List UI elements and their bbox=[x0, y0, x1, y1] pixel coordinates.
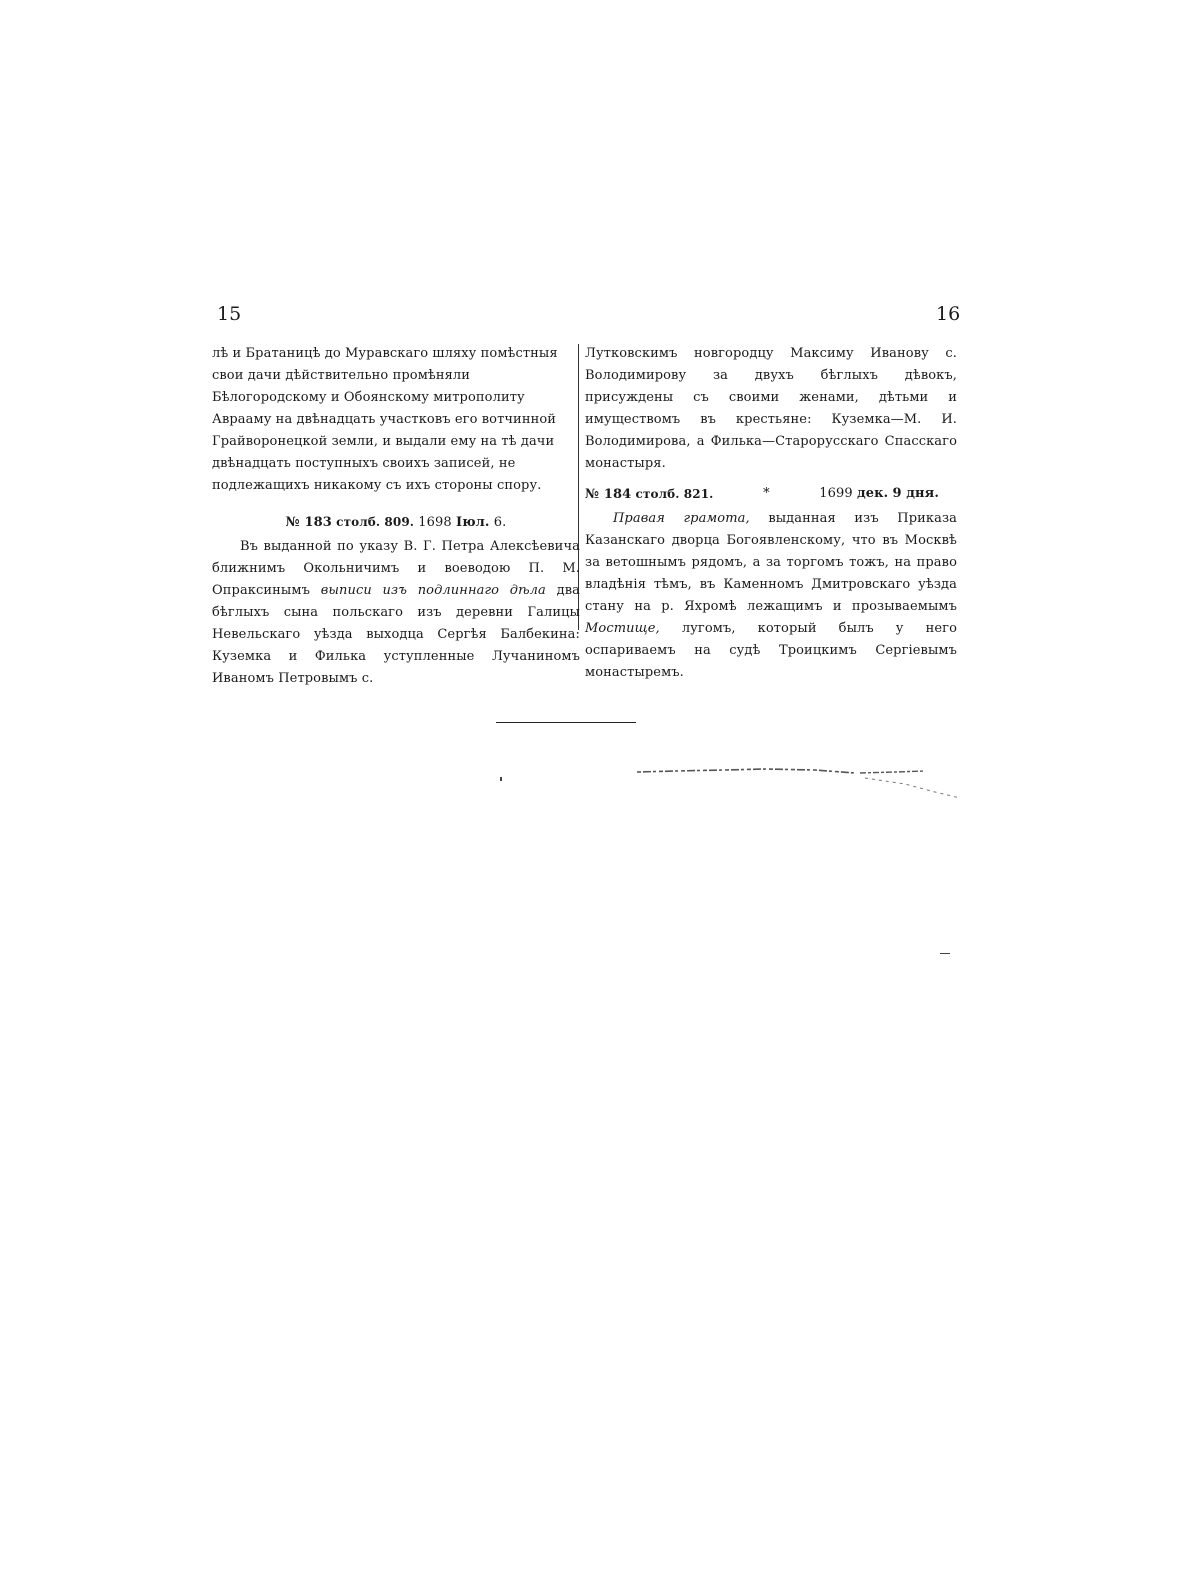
entry-184-text-a: выданная изъ Приказа Казанскаго дворца Богоявленскому, что въ Москвѣ за ветошнымъ рядомъ, а за торгомъ тожъ, на право владѣнія тѣмъ, въ Каменномъ Дмитровскаго уѣзда стану на р. Яхромѣ лежащимъ и прозываемымъ bbox=[585, 511, 957, 614]
scan-speck bbox=[940, 953, 950, 954]
entry-183-text-b: два бѣглыхъ сына польскаго изъ деревни Галицы Невельскаго уѣзда выходца Сергѣя Балбекина: Куземка и Филька уступленные Лучаниномъ Иваномъ Петровымъ с. bbox=[212, 583, 581, 686]
entry-183-year: 1698 bbox=[418, 515, 452, 530]
left-continuation-text: лѣ и Братаницѣ до Муравскаго шляху помѣстныя свои дачи дѣйствительно промѣняли Бѣлогородскому и Обоянскому митрополиту Аврааму на двѣнадцать участковъ его вотчинной Грайворонецкой земли, и выдали ему на тѣ дачи двѣнадцать поступныхъ своихъ записей, не подлежащихъ никакому съ ихъ стороны спору. bbox=[212, 346, 558, 493]
scan-noise-artifact bbox=[635, 764, 965, 804]
entry-184-month: дек. bbox=[857, 486, 889, 501]
entry-183-text-a: Въ выданной по указу В. Г. Петра Алексѣевича ближнимъ Окольничимъ и воеводою П. М. Опраксинымъ bbox=[212, 539, 580, 598]
entry-183-italic: выписи изъ подлиннаго дѣла bbox=[320, 583, 546, 598]
entry-183-stolb: столб. 809. bbox=[336, 515, 415, 529]
entry-184-stolb: столб. 821. bbox=[635, 487, 714, 501]
right-continuation-text: Лутковскимъ новгородцу Максиму Иванову с. Володимирову за двухъ бѣглыхъ дѣвокъ, присуждены съ своими женами, дѣтьми и имуществомъ въ крестьяне: Куземка—М. И. Володимирова, а Филька—Старорусскаго Спасскаго монастыря. bbox=[585, 346, 957, 471]
entry-184-text-b: лугомъ, который былъ у него оспариваемъ на судѣ Троицкимъ Сергіевымъ монастыремъ. bbox=[585, 621, 957, 680]
entry-184-heading bbox=[585, 483, 957, 506]
entry-184-year: 1699 bbox=[819, 486, 853, 501]
left-column bbox=[212, 343, 580, 690]
entry-184-italic-mid: Мостище, bbox=[585, 621, 660, 636]
entry-184-asterisk: * bbox=[763, 486, 770, 501]
entry-183-number: № 183 bbox=[285, 515, 332, 530]
page-number-left: 15 bbox=[217, 303, 242, 325]
entry-183-heading bbox=[212, 511, 580, 534]
entry-183-month: Iюл. bbox=[456, 515, 490, 530]
entry-184-italic-start: Правая грамота, bbox=[613, 511, 750, 526]
entry-184-day: 9 дня. bbox=[892, 486, 939, 501]
entry-183-day: 6. bbox=[493, 515, 507, 530]
entry-184-body bbox=[585, 508, 957, 684]
entry-184-number: № 184 bbox=[585, 487, 632, 502]
entry-183-body bbox=[212, 536, 580, 690]
page-number-right: 16 bbox=[936, 303, 961, 325]
section-end-rule bbox=[496, 722, 636, 723]
scan-speck bbox=[500, 777, 502, 781]
right-column bbox=[585, 343, 957, 684]
